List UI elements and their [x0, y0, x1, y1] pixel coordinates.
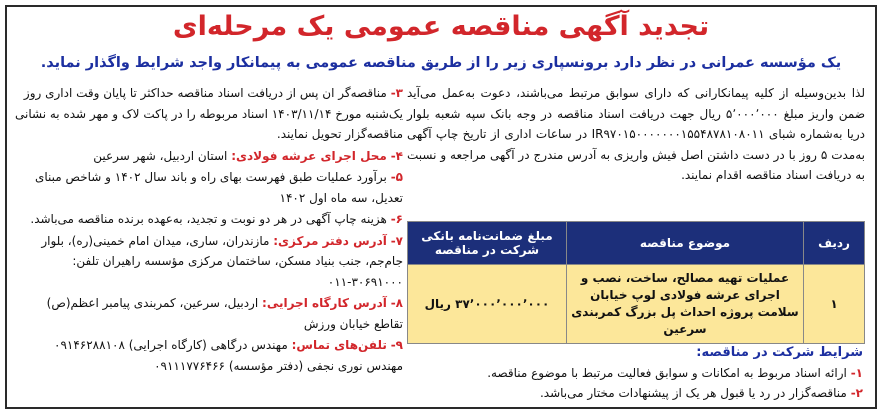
item-text: هزینه چاپ آگهی در هر دو نوبت و تجدید، به‌عهده برنده مناقصه می‌باشد. — [30, 212, 387, 226]
item-number: ۹- — [390, 338, 403, 352]
row-subject: عملیات تهیه مصالح، ساخت، نصب و اجرای عرشه فولادی لوپ خیابان سلامت پروژه احداث پل بزرگ کمربندی سرعین — [567, 265, 804, 344]
numbered-items — [15, 83, 403, 377]
table-header-row — [408, 222, 865, 265]
header-guarantee: مبلغ ضمانت‌نامه بانکی شرکت در مناقصه — [408, 222, 567, 265]
ad-subtitle: یک مؤسسه عمرانی در نظر دارد برونسپاری زیر را از طریق مناقصه عمومی به پیمانکار واجد شرایط واگذار نماید. — [40, 55, 842, 71]
row-guarantee: ۳۷٬۰۰۰٬۰۰۰٬۰۰۰ ریال — [408, 265, 567, 344]
item-number: ۷- — [390, 233, 403, 248]
item-text: استان اردبیل، شهر سرعین — [93, 148, 228, 163]
item-label: آدرس کارگاه اجرایی: — [262, 296, 387, 310]
conditions-title: شرایط شرکت در مناقصه: — [696, 345, 863, 360]
item-text: مناقصه‌گر ان پس از دریافت اسناد مناقصه حداکثر تا پایان وقت اداری روز یک‌شنبه مورخ ۱۴۰۳/۱۱/۱۴ اسناد مربوطه را در پاکت لاک و مهر شده به نشانی مناقصه‌گزار تحویل نمایند. — [15, 86, 403, 141]
condition-number: ۲- — [850, 386, 863, 400]
item-number: ۴- — [390, 148, 403, 163]
tender-table — [407, 221, 865, 344]
item-text: اردبیل، سرعین، کمربندی پیامبر اعظم(ص) تقاطع خیابان ورزش — [46, 296, 403, 331]
list-item — [15, 83, 403, 145]
row-index: ۱ — [804, 265, 865, 344]
item-number: ۸- — [390, 296, 403, 310]
list-item — [15, 231, 403, 293]
condition-number: ۱- — [850, 366, 863, 380]
intro-paragraph: لذا بدین‌وسیله از کلیه پیمانکارانی که دارای سوابق مرتبط می‌باشند، دعوت به‌عمل می‌آید ضمن واریز مبلغ ۵٬۰۰۰٬۰۰۰ ریال جهت دریافت اسناد مناقصه در وجه بانک سپه شعبه بلوار دریا به‌شماره شبای IR۹۷۰۱۵۰۰۰۰۰۰۰۱۵۵۴۸۷۸۱۰۸۰۱۱ در ساعات اداری از تاریخ چاپ آگهی به‌مدت ۵ روز با در دست داشتن اصل فیش واریزی به آدرس مندرج در آگهی مراجعه و نسبت به دریافت اسناد مناقصه اقدام نمایند. — [407, 86, 866, 182]
list-item — [15, 146, 403, 167]
header-index: ردیف — [804, 222, 865, 265]
ad-title: تجدید آگهی مناقصه عمومی یک مرحله‌ای — [172, 11, 710, 42]
item-text: برآورد عملیات طبق فهرست بهای راه و باند سال ۱۴۰۲ و شاخص مبنای تعدیل، سه ماه اول ۱۴۰۲ — [34, 170, 403, 205]
header-subject: موضوع مناقصه — [567, 222, 804, 265]
condition-text: ارائه اسناد مربوط به امکانات و سوابق فعالیت مرتبط با موضوع مناقصه. — [487, 366, 847, 380]
table-row — [408, 265, 865, 344]
condition-text: مناقصه‌گزار در رد یا قبول هر یک از پیشنهادات مختار می‌باشد. — [539, 386, 847, 400]
item-label: آدرس دفتر مرکزی: — [273, 233, 387, 248]
list-item — [15, 167, 403, 208]
item-number: ۵- — [390, 170, 403, 184]
item-text: مازندران، ساری، میدان امام خمینی(ره)، بلوار جام‌جم، جنب بنیاد مسکن، ساختمان مرکزی مؤسسه راهیران تلفن: ۳۰۶۹۱۰۰۰-۰۱۱ — [41, 233, 403, 289]
item-label: محل اجرای عرشه فولادی: — [231, 148, 387, 163]
item-text: مهندس درگاهی (کارگاه اجرایی) ۰۹۱۴۶۲۸۸۱۰۸ مهندس نوری نجفی (دفتر مؤسسه) ۰۹۱۱۱۷۷۶۴۶۶ — [54, 338, 403, 373]
item-number: ۶- — [390, 212, 403, 226]
list-item — [15, 335, 403, 376]
item-number: ۳- — [390, 86, 403, 100]
condition-item-2 — [15, 384, 863, 402]
list-item — [15, 209, 403, 230]
item-label: تلفن‌های تماس: — [291, 338, 387, 352]
list-item — [15, 293, 403, 334]
tender-advertisement — [5, 5, 877, 409]
